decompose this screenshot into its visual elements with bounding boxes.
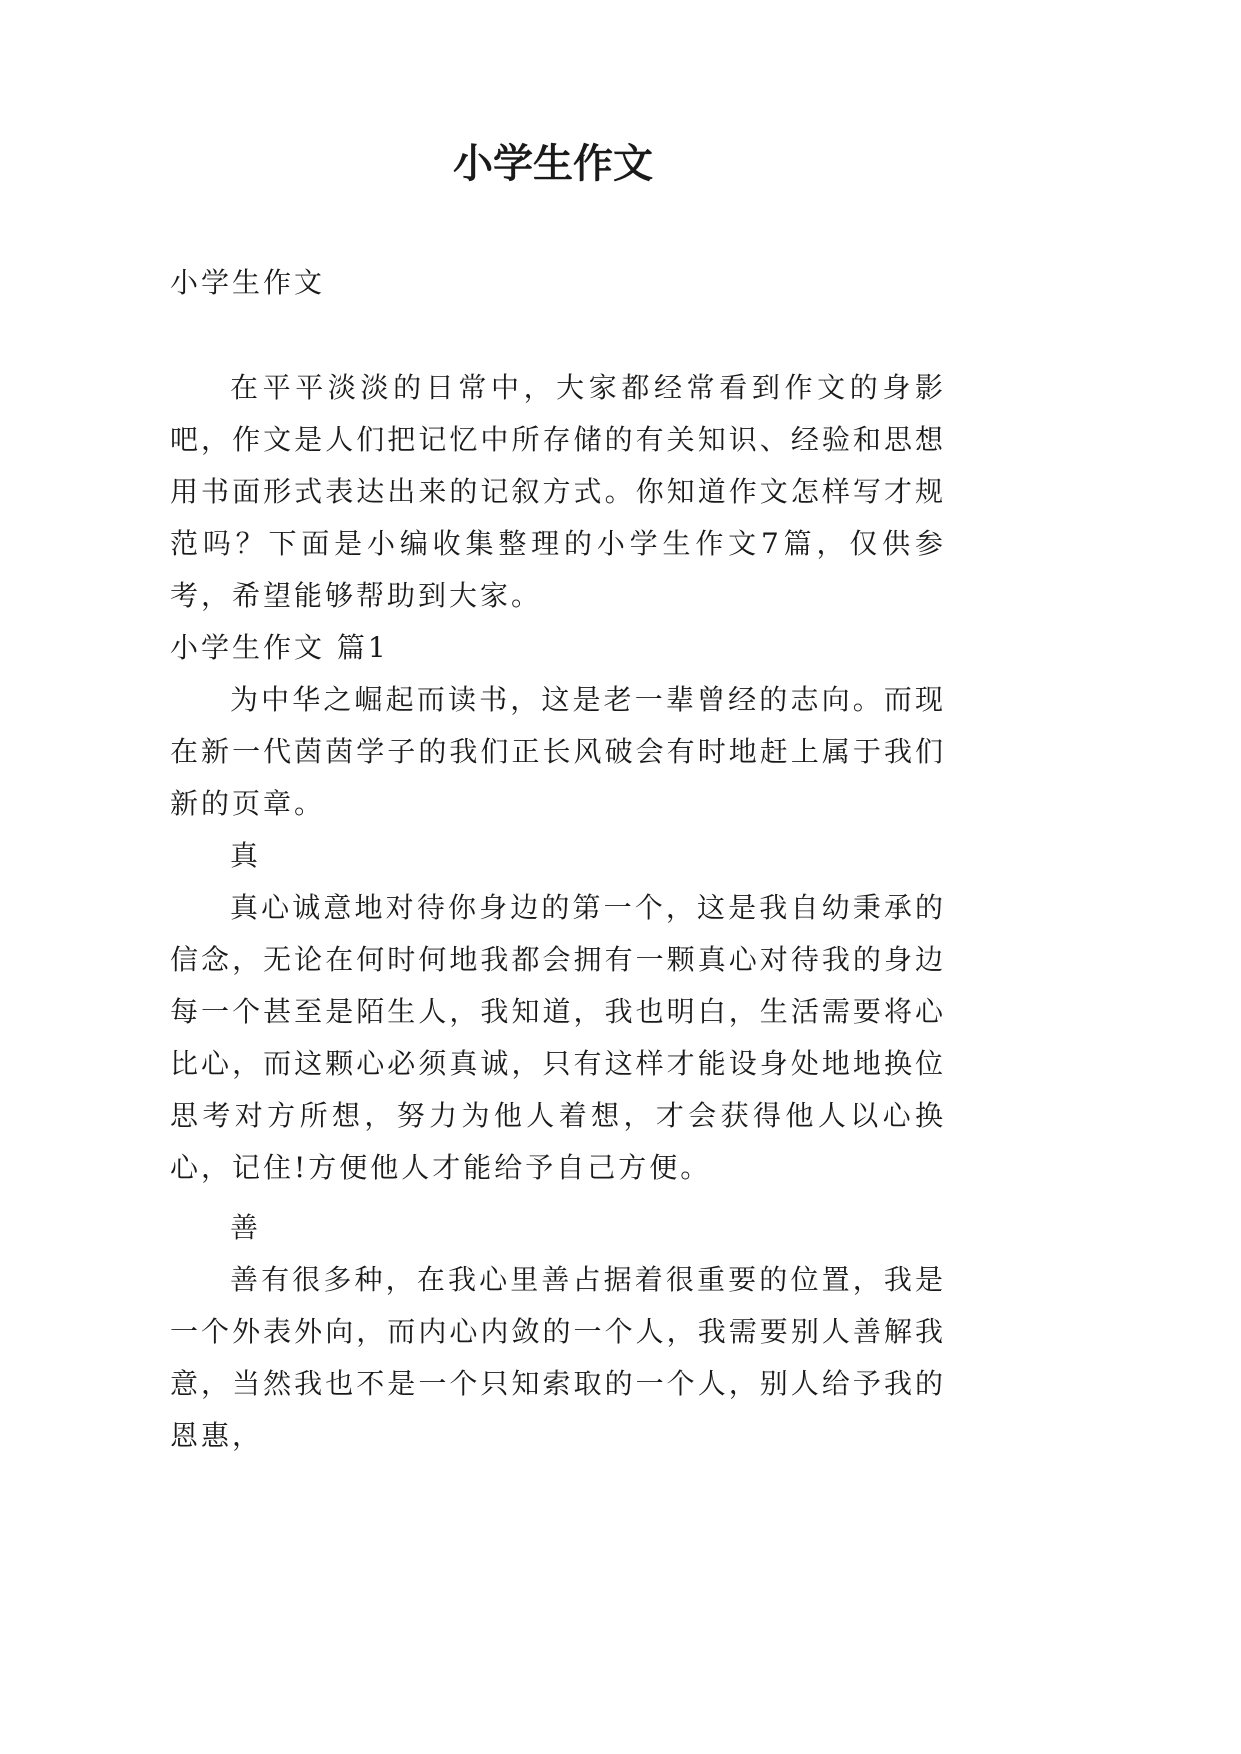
document-body — [170, 362, 946, 1462]
subheading-zhen: 真 — [230, 839, 262, 872]
document-title: 小学生作文 — [453, 141, 653, 187]
body-paragraph: 真心诚意地对待你身边的第一个，这是我自幼秉承的信念，无论在何时何地我都会拥有一颗真心对待我的身边每一个甚至是陌生人，我知道，我也明白，生活需要将心比心，而这颗心必须真诚，只有这样才能设身处地地换位思考对方所想，努力为他人着想，才会获得他人以心换心，记住!方便他人才能给予自己方便。 — [170, 891, 946, 1184]
document-subtitle: 小学生作文 — [170, 266, 326, 299]
body-paragraph: 善有很多种，在我心里善占据着很重要的位置，我是一个外表外向，而内心内敛的一个人，我需要别人善解我意，当然我也不是一个只知索取的一个人，别人给予我的恩惠， — [170, 1263, 946, 1452]
subheading-shan: 善 — [230, 1211, 262, 1244]
section-heading: 小学生作文 篇1 — [170, 631, 389, 664]
intro-paragraph: 在平平淡淡的日常中，大家都经常看到作文的身影吧，作文是人们把记忆中所存储的有关知识、经验和思想用书面形式表达出来的记叙方式。你知道作文怎样写才规范吗？下面是小编收集整理的小学生作文7篇，仅供参考，希望能够帮助到大家。 — [170, 371, 946, 612]
body-paragraph: 为中华之崛起而读书，这是老一辈曾经的志向。而现在新一代茵茵学子的我们正长风破会有时地赶上属于我们新的页章。 — [170, 683, 946, 820]
